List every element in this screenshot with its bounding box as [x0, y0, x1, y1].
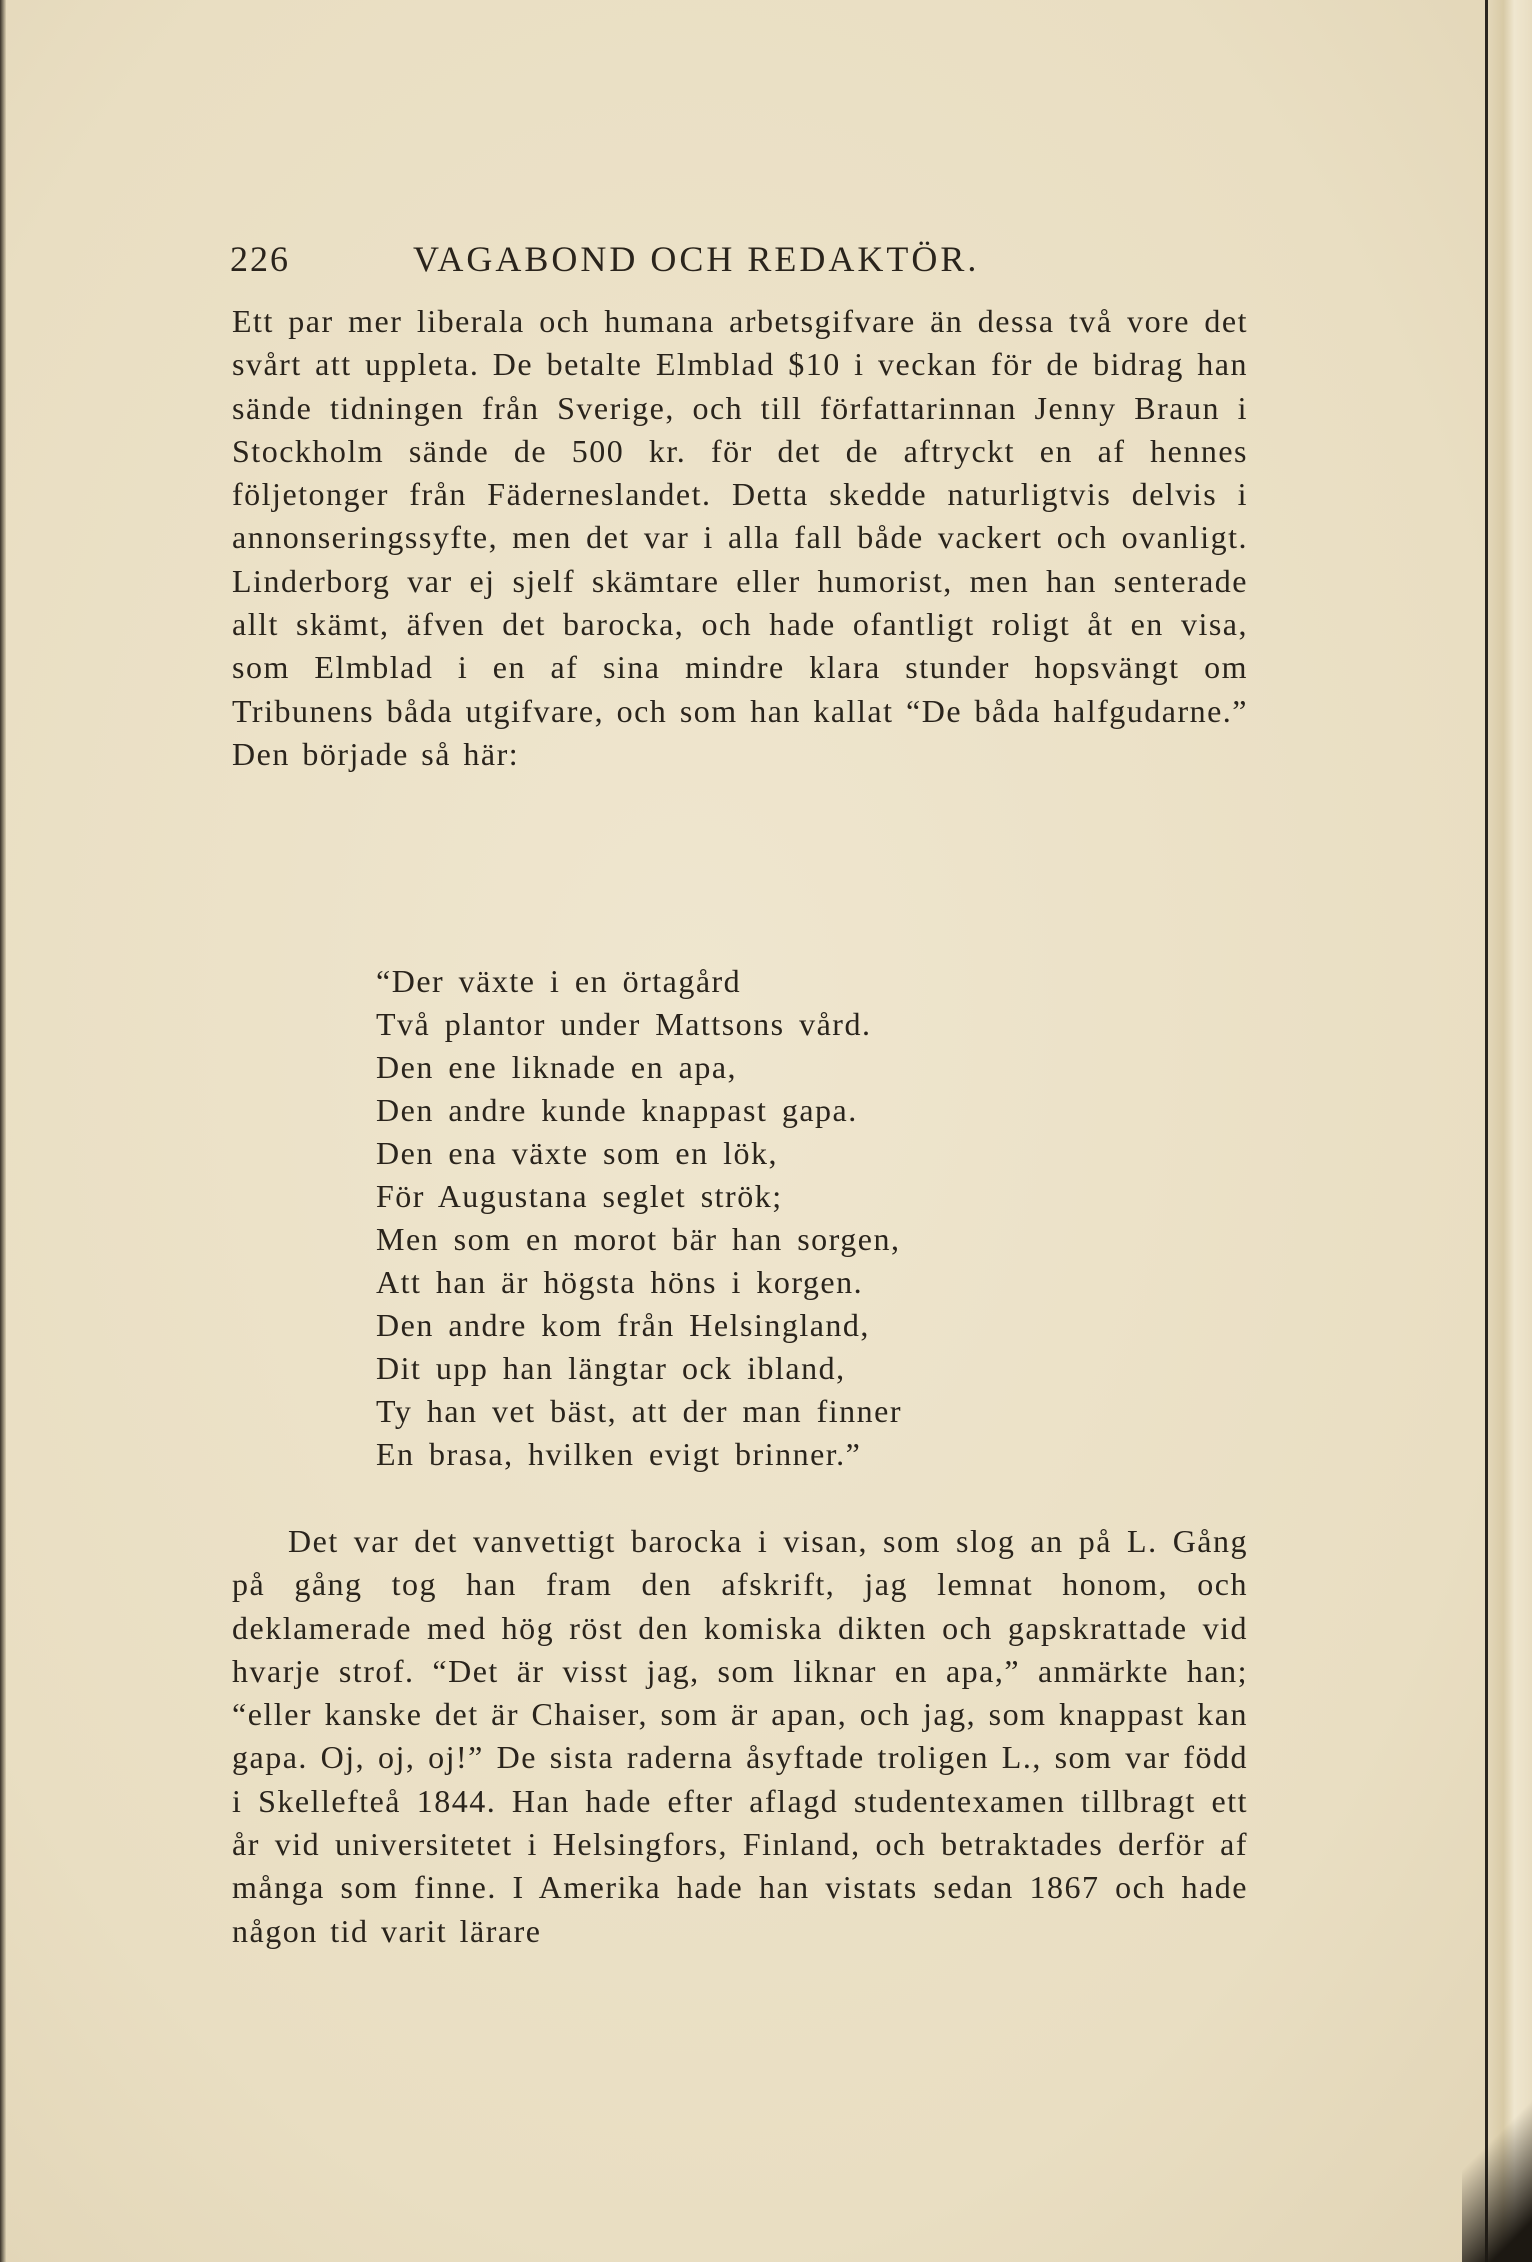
poem-line: Den andre kunde knappast gapa.	[376, 1092, 858, 1128]
poem-line: Den ena växte som en lök,	[376, 1135, 778, 1171]
running-head	[230, 238, 1060, 286]
paragraph-2: Det var det vanvettigt barocka i visan, som slog an på L. Gång på gång tog han fram den afskrift, jag lemnat honom, och deklamerade med hög röst den komiska dikten och gapskrattade vid hvarje strof. “Det är visst jag, som liknar en apa,” anmärkte han; “eller kanske det är Chaiser, som är apan, och jag, som knappast kan gapa. Oj, oj, oj!” De sista raderna åsyftade troligen L., som var född i Skellefteå 1844. Han hade efter aflagd studentexamen tillbragt ett år vid universitetet i Helsingfors, Finland, och betraktades derför af många som finne. I Amerika hade han vistats sedan 1867 och hade någon tid varit lärare	[232, 1523, 1248, 1949]
poem-line: Den ene liknade en apa,	[376, 1049, 738, 1085]
page-left-edge	[0, 0, 6, 2262]
poem-line: Den andre kom från Helsingland,	[376, 1307, 870, 1343]
poem-line: För Augustana seglet strök;	[376, 1178, 783, 1214]
poem-line: “Der växte i en örtagård	[376, 963, 742, 999]
poem-line: En brasa, hvilken evigt brinner.”	[376, 1436, 862, 1472]
paragraph-1: Ett par mer liberala och humana arbetsgifvare än dessa två vore det svårt att uppleta. De betalte Elmblad $10 i veckan för de bidrag han sände tidningen från Sverige, och till författarinnan Jenny Braun i Stockholm sände de 500 kr. för det de aftryckt en af hennes följetonger från Fäderneslandet. Detta skedde naturligtvis delvis i annonseringssyfte, men det var i alla fall både vackert och ovanligt. Linderborg var ej sjelf skämtare eller humorist, men han senterade allt skämt, äfven det barocka, och hade ofantligt roligt åt en visa, som Elmblad i en af sina mindre klara stunder hopsvängt om Tribunens båda utgifvare, och som han kallat “De båda halfgudarne.” Den började så här:	[232, 303, 1248, 772]
poem-line: Dit upp han längtar ock ibland,	[376, 1350, 846, 1386]
poem-line: Två plantor under Mattsons vård.	[376, 1006, 872, 1042]
book-gutter	[1485, 0, 1532, 2262]
page-number: 226	[230, 239, 290, 279]
spine-shadow	[1462, 2062, 1532, 2262]
poem-line: Men som en morot bär han sorgen,	[376, 1221, 901, 1257]
running-title: VAGABOND OCH REDAKTÖR.	[413, 239, 980, 279]
poem-line: Att han är högsta höns i korgen.	[376, 1264, 864, 1300]
poem-line: Ty han vet bäst, att der man finner	[376, 1393, 902, 1429]
poem	[376, 960, 902, 1476]
